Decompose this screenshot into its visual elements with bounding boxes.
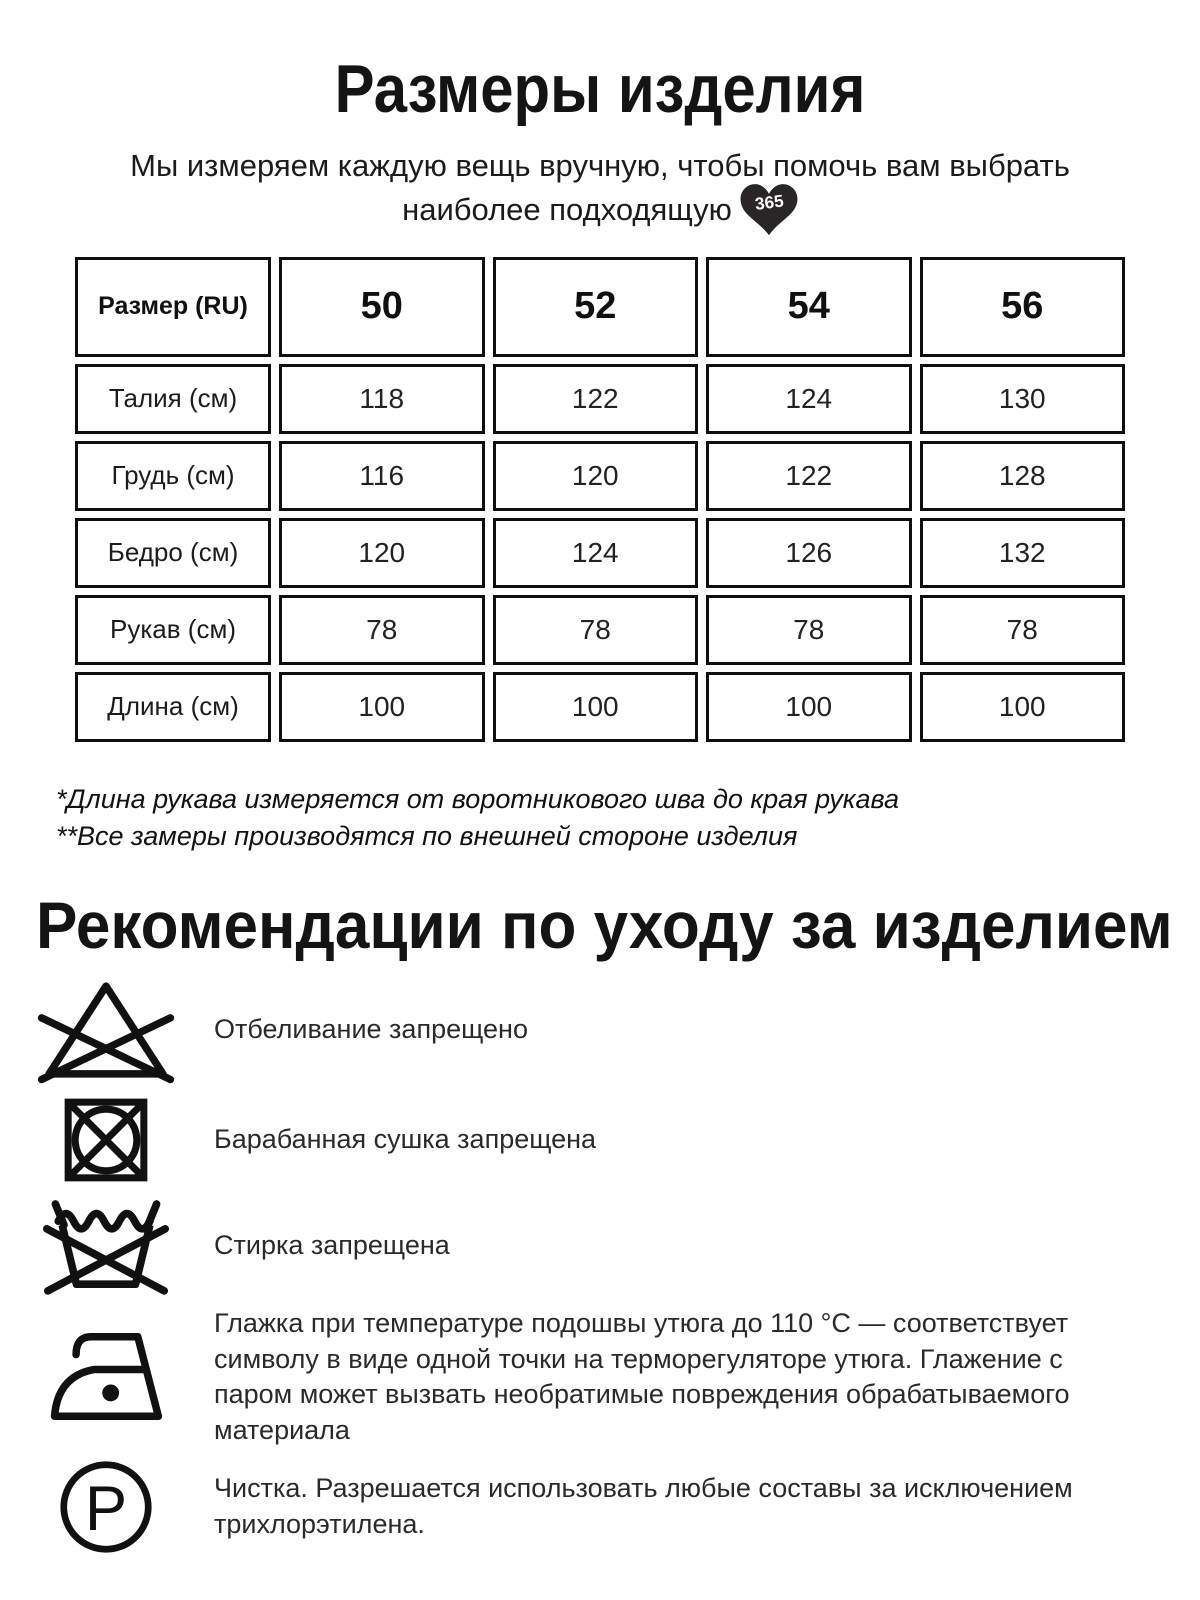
table-cell-value: 122: [706, 441, 912, 511]
table-cell-value: 120: [493, 441, 699, 511]
table-row: [75, 364, 1125, 434]
svg-text:P: P: [84, 1474, 128, 1545]
table-cell-value: 100: [920, 672, 1126, 742]
page-title: Размеры изделия: [334, 51, 866, 127]
table-cell-value: 78: [493, 595, 699, 665]
care-item-no-tumble-dry: [26, 1094, 1200, 1186]
table-cell-value: 130: [920, 364, 1126, 434]
table-cell-value: 120: [279, 518, 485, 588]
table-cell-value: 122: [493, 364, 699, 434]
care-item-dry-clean: [26, 1459, 1200, 1555]
table-row: [75, 518, 1125, 588]
no-tumble-dry-icon: [62, 1094, 150, 1186]
heart-badge-text: 365: [753, 190, 785, 214]
table-header-cell: Размер (RU): [75, 257, 271, 357]
care-item-no-wash: [26, 1196, 1200, 1296]
table-row: [75, 672, 1125, 742]
table-cell-value: 78: [920, 595, 1126, 665]
care-item-text: Стирка запрещена: [214, 1229, 450, 1260]
table-header-cell: 56: [920, 257, 1126, 357]
table-row-label: Бедро (см): [75, 518, 271, 588]
care-list: [0, 976, 1200, 1556]
table-header-cell: 52: [493, 257, 699, 357]
footnote-measure: **Все замеры производятся по внешней стороне изделия: [56, 820, 798, 851]
table-cell-value: 116: [279, 441, 485, 511]
table-cell-value: 78: [706, 595, 912, 665]
table-row: [75, 595, 1125, 665]
table-cell-value: 100: [706, 672, 912, 742]
iron-one-dot-icon: [48, 1330, 164, 1424]
table-row-label: Грудь (см): [75, 441, 271, 511]
table-cell-value: 126: [706, 518, 912, 588]
no-wash-icon: [43, 1196, 169, 1296]
size-table: [67, 250, 1133, 749]
care-item-text: Барабанная сушка запрещена: [214, 1123, 597, 1154]
table-cell-value: 78: [279, 595, 485, 665]
size-table-wrap: [0, 250, 1200, 749]
table-cell-value: 124: [493, 518, 699, 588]
table-cell-value: 100: [279, 672, 485, 742]
heart-365-icon: [740, 183, 798, 236]
care-item-iron-low: [26, 1306, 1200, 1450]
footnotes: [56, 781, 1200, 856]
table-header-cell: 54: [706, 257, 912, 357]
subtitle-text: Мы измеряем каждую вещь вручную, чтобы помочь вам выбрать наиболее подходящую: [130, 148, 1070, 228]
table-row-label: Длина (см): [75, 672, 271, 742]
table-row-label: Рукав (см): [75, 595, 271, 665]
table-row-label: Талия (см): [75, 364, 271, 434]
subtitle: [105, 144, 1095, 235]
table-cell-value: 100: [493, 672, 699, 742]
care-item-text: Чистка. Разрешается использовать любые составы за исключением трихлорэтилена.: [214, 1473, 1073, 1540]
table-header-cell: 50: [279, 257, 485, 357]
care-item-text: Отбеливание запрещено: [214, 1013, 528, 1044]
dry-clean-p-icon: [56, 1459, 156, 1555]
table-cell-value: 118: [279, 364, 485, 434]
care-item-text: Глажка при температуре подошвы утюга до 110 °C — соответствует символу в виде одной точки на терморегуляторе утюга. Глажение с паром может вызвать необратимые повреждения обрабатываемого материала: [214, 1307, 1070, 1446]
care-section-title: Рекомендации по уходу за изделием: [36, 888, 1173, 963]
table-cell-value: 124: [706, 364, 912, 434]
table-cell-value: 132: [920, 518, 1126, 588]
footnote-sleeve: *Длина рукава измеряется от воротникового шва до края рукава: [56, 783, 899, 814]
no-bleach-icon: [36, 976, 176, 1084]
care-item-no-bleach: [26, 976, 1200, 1084]
table-row: [75, 441, 1125, 511]
table-cell-value: 128: [920, 441, 1126, 511]
table-header-row: [75, 257, 1125, 357]
